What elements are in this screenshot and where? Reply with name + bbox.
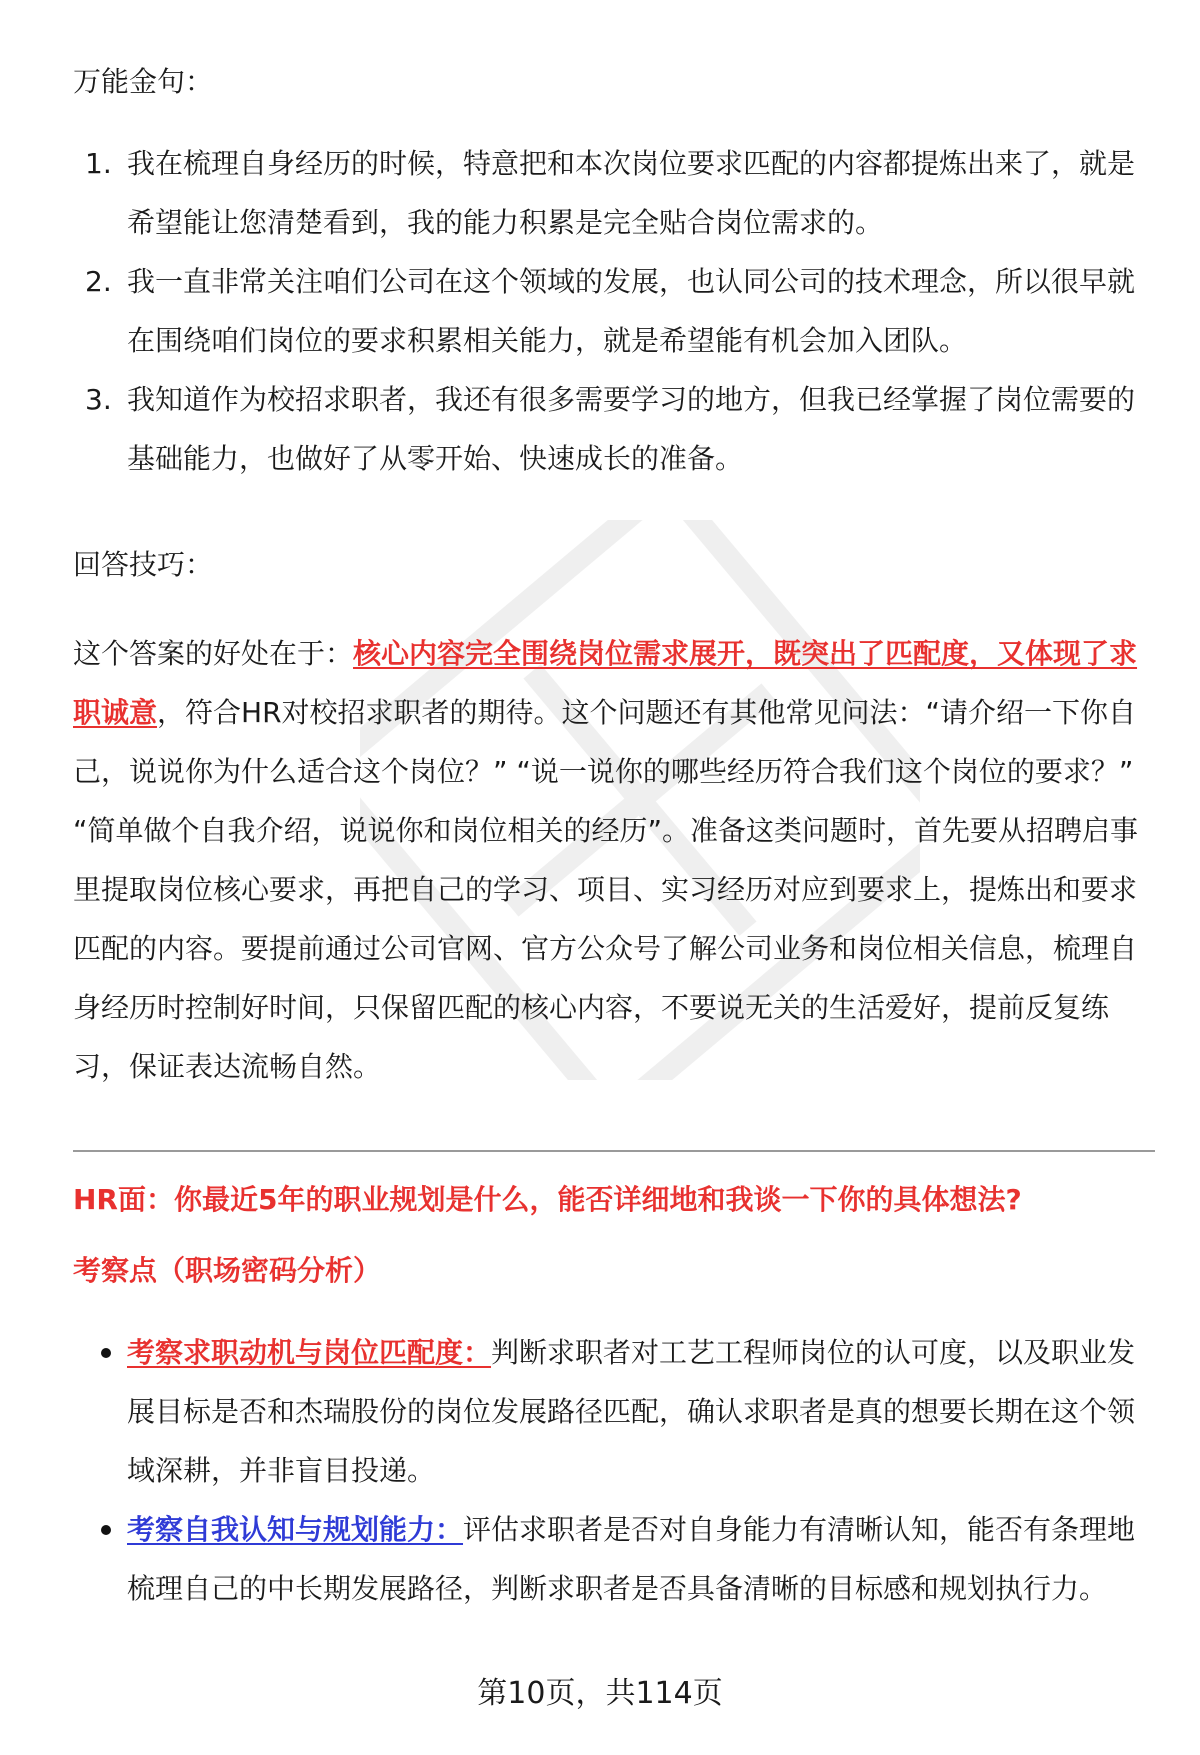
answer-tips-paragraph xyxy=(73,624,1148,1096)
point-label: 考察求职动机与岗位匹配度： xyxy=(127,1336,492,1369)
list-number: 1. xyxy=(85,147,112,180)
list-item-text: 我在梳理自身经历的时候，特意把和本次岗位要求匹配的内容都提炼出来了，就是希望能让您清楚看到，我的能力积累是完全贴合岗位需求的。 xyxy=(127,147,1136,239)
list-number: 3. xyxy=(85,383,112,416)
list-item xyxy=(73,1323,1148,1500)
section-title-golden-sentences: 万能金句： xyxy=(73,65,214,98)
list-item xyxy=(73,370,1148,488)
list-number: 2. xyxy=(85,265,112,298)
section-title-answer-tips: 回答技巧： xyxy=(73,548,214,581)
list-item xyxy=(73,134,1148,252)
list-item-text: 我知道作为校招求职者，我还有很多需要学习的地方，但我已经掌握了岗位需要的基础能力，也做好了从零开始、快速成长的准备。 xyxy=(127,383,1136,475)
bullet-icon xyxy=(101,1348,111,1358)
page-number-footer: 第10页，共114页 xyxy=(477,1676,723,1711)
tips-lead: 这个答案的好处在于： xyxy=(73,637,354,670)
tips-body: ，符合HR对校招求职者的期待。这个问题还有其他常见问法：“请介绍一下你自己，说说你为什么适合这个岗位？” “说一说你的哪些经历符合我们这个岗位的要求？” “简单做个自我介绍，说说你和岗位相关的经历”。准备这类问题时，首先要从招聘启事里提取岗位核心要求，再把自己的学习、项目、实习经历对应到要求上，提炼出和要求匹配的内容。要提前通过公司官网、官方公众号了解公司业务和岗位相关信息，梳理自身经历时控制好时间，只保留匹配的核心内容，不要说无关的生活爱好，提前反复练习，保证表达流畅自然。 xyxy=(73,696,1139,1083)
list-item xyxy=(73,1500,1148,1618)
point-label: 考察自我认知与规划能力： xyxy=(127,1513,464,1546)
list-item-text: 我一直非常关注咱们公司在这个领域的发展，也认同公司的技术理念，所以很早就在围绕咱们岗位的要求积累相关能力，就是希望能有机会加入团队。 xyxy=(127,265,1136,357)
question-subtitle: 考察点（职场密码分析） xyxy=(73,1254,382,1287)
question-title: HR面：你最近5年的职业规划是什么，能否详细地和我谈一下你的具体想法? xyxy=(73,1183,1022,1216)
section-divider xyxy=(73,1150,1155,1152)
bullet-icon xyxy=(101,1525,111,1535)
golden-sentences-list xyxy=(73,134,1148,488)
tips-highlight: 核心内容完全围绕岗位需求展开，既突出了匹配度，又体现了求职诚意 xyxy=(73,637,1138,729)
list-item xyxy=(73,252,1148,370)
point-text: 评估求职者是否对自身能力有清晰认知，能否有条理地梳理自己的中长期发展路径，判断求职者是否具备清晰的目标感和规划执行力。 xyxy=(127,1513,1136,1605)
assessment-points-list xyxy=(73,1323,1148,1618)
point-text: 判断求职者对工艺工程师岗位的认可度，以及职业发展目标是否和杰瑞股份的岗位发展路径匹配，确认求职者是真的想要长期在这个领域深耕，并非盲目投递。 xyxy=(127,1336,1136,1487)
